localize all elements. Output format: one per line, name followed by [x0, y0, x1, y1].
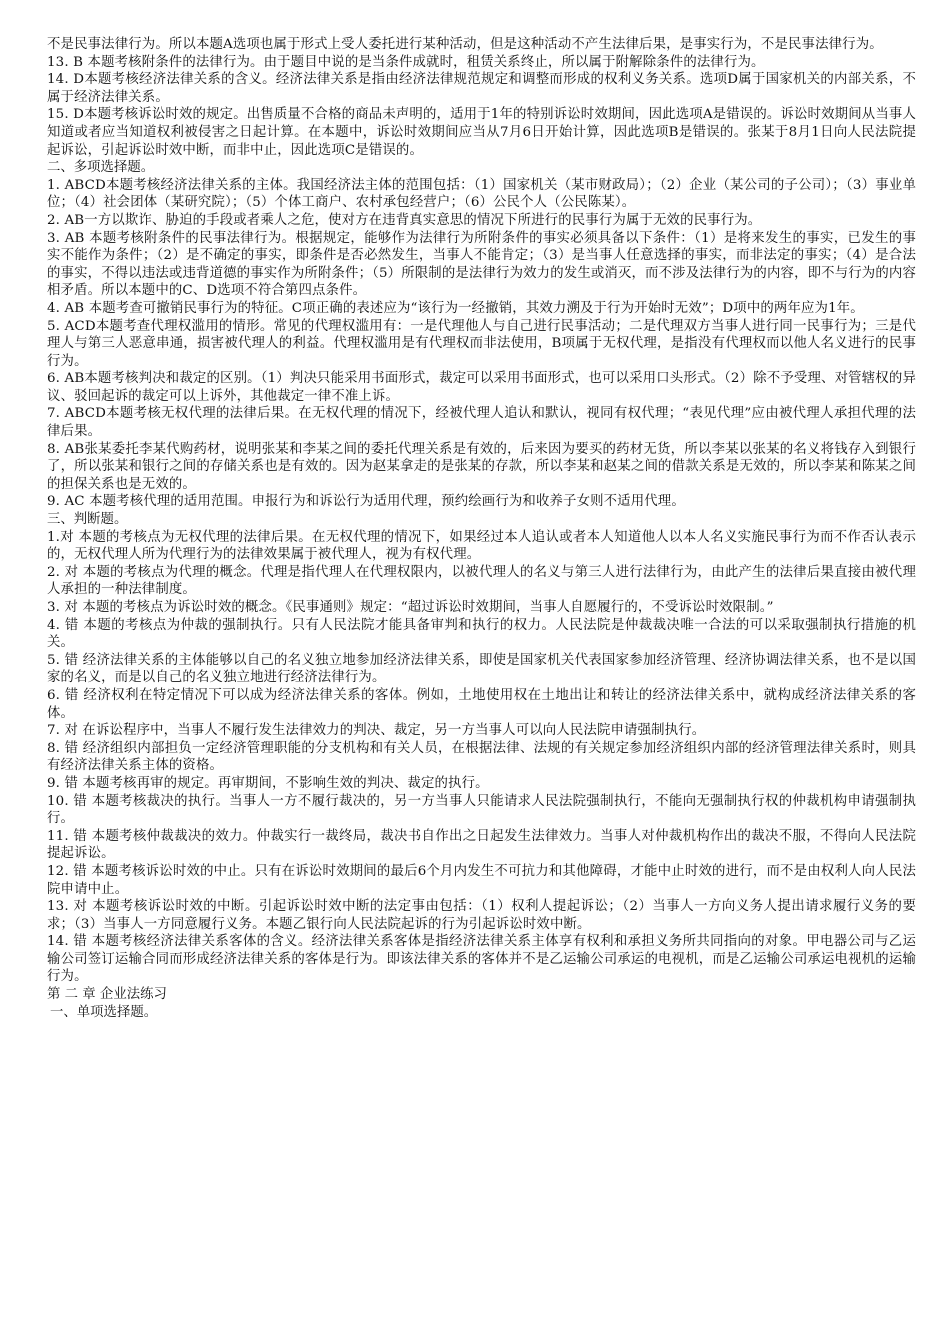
answer-item: 13. 对 本题考核诉讼时效的中断。引起诉讼时效中断的法定事由包括：（1）权利人提起诉讼；（2）当事人一方向义务人提出请求履行义务的要求；（3）当事人一方同意履行义务。本题乙银行向人民法院起诉的行为引起诉讼时效中断。: [47, 899, 916, 932]
answer-item: 2. AB一方以欺诈、胁迫的手段或者乘人之危，使对方在违背真实意思的情况下所进行的民事行为属于无效的民事行为。: [47, 212, 762, 228]
answer-item: 11. 错 本题考核仲裁裁决的效力。仲裁实行一裁终局，裁决书自作出之日起发生法律效力。当事人对仲裁机构作出的裁决不服，不得向人民法院提起诉讼。: [47, 828, 916, 862]
answer-item: 10. 错 本题考核裁决的执行。当事人一方不履行裁决的，另一方当事人只能请求人民法院强制执行，不能向无强制执行权的仲裁机构申请强制执行。: [47, 793, 916, 827]
answer-item: 2. 对 本题的考核点为代理的概念。代理是指代理人在代理权限内，以被代理人的名义与第三人进行法律行为，由此产生的法律后果直接由被代理人承担的一种法律制度。: [47, 564, 916, 598]
answer-item: 7. 对 在诉讼程序中，当事人不履行发生法律效力的判决、裁定，另一方当事人可以向人民法院申请强制执行。: [47, 723, 706, 739]
answer-item: 7. ABCD本题考核无权代理的法律后果。在无权代理的情况下，经被代理人追认和默认，视同有权代理；“表见代理”应由被代理人承担代理的法律后果。: [47, 406, 916, 440]
answer-item: 5. 错 经济法律关系的主体能够以自己的名义独立地参加经济法律关系，即使是国家机关代表国家参加经济管理、经济协调法律关系，也不是以国家的名义，而是以自己的名义独立地进行经济法律行为。: [47, 652, 916, 686]
answer-item: 1.对 本题的考核点为无权代理的法律后果。在无权代理的情况下，如果经过本人追认或者本人知道他人以本人名义实施民事行为而不作否认表示的，无权代理人所为代理行为的法律效果属于被代理人，视为有权代理。: [47, 529, 916, 563]
answer-item: 8. AB张某委托李某代购药材，说明张某和李某之间的委托代理关系是有效的，后来因为要买的药材无货，所以李某以张某的名义将钱存入到银行了，所以张某和银行之间的存储关系也是有效的。因为赵某拿走的是张某的存款，所以李某和赵某之间的借款关系是无效的，所以李某和陈某之间的担保关系也是无效的。: [47, 441, 916, 492]
answer-item: 15. D本题考核诉讼时效的规定。出售质量不合格的商品未声明的，适用于1年的特别诉讼时效期间，因此选项A是错误的。诉讼时效期间从当事人知道或者应当知道权利被侵害之日起计算。在本题中，诉讼时效期间应当从7月6日开始计算，因此选项B是错误的。张某于8月1日向人民法院提起诉讼，引起诉讼时效中断，而非中止，因此选项C是错误的。: [47, 107, 916, 158]
intro-paragraph: 不是民事法律行为。所以本题A选项也属于形式上受人委托进行某种活动，但是这种活动不产生法律后果，是事实行为，不是民事法律行为。: [47, 37, 883, 52]
chapter-title: 第 二 章 企业法练习: [47, 987, 167, 1003]
answer-item: 3. 对 本题的考核点为诉讼时效的概念。《民事通则》规定：“超过诉讼时效期间，当事人自愿履行的，不受诉讼时效限制。”: [47, 600, 774, 615]
answer-item: 9. AC 本题考核代理的适用范围。申报行为和诉讼行为适用代理，预约绘画行为和收养子女则不适用代理。: [47, 494, 685, 510]
section-heading-multiple-choice: 二、多项选择题。: [47, 160, 155, 176]
answer-item: 13. B 本题考核附条件的法律行为。由于题目中说的是当条件成就时，租赁关系终止，所以属于附解除条件的法律行为。: [47, 54, 765, 70]
multiple-choice-answers: [47, 177, 916, 511]
answer-item: 6. AB本题考核判决和裁定的区别。（1）判决只能采用书面形式，裁定可以采用书面形式，也可以采用口头形式。（2）除不予受理、对管辖权的异议、驳回起诉的裁定可以上诉外，其他裁定一律不准上诉。: [47, 371, 916, 404]
answer-item: 8. 错 经济组织内部担负一定经济管理职能的分支机构和有关人员，在根据法律、法规的有关规定参加经济组织内部的经济管理法律关系时，则具有经济法律关系主体的资格。: [47, 740, 916, 774]
section-heading-single-choice: 一、单项选择题。: [50, 1004, 158, 1020]
answer-item: 6. 错 经济权利在特定情况下可以成为经济法律关系的客体。例如，土地使用权在土地出让和转让的经济法律关系中，就构成经济法律关系的客体。: [47, 687, 916, 721]
section-heading-true-false: 三、判断题。: [47, 512, 128, 528]
answer-item: 1. ABCD本题考核经济法律关系的主体。我国经济法主体的范围包括：（1）国家机关（某市财政局）；（2）企业（某公司的子公司）；（3）事业单位；（4）社会团体（某研究院）；（5）个体工商户、农村承包经营户；（6）公民个人（公民陈某）。: [47, 177, 916, 211]
answer-item: 3. AB 本题考核附条件的民事法律行为。根据规定，能够作为法律行为所附条件的事实必须具备以下条件：（1）是将来发生的事实，已发生的事实不能作为条件；（2）是不确定的事实，即条件是否必然发生，当事人不能肯定；（3）是当事人任意选择的事实，而非法定的事实；（4）是合法的事实，不得以违法或违背道德的事实作为所附条件；（5）所限制的是法律行为效力的发生或消灭，而不涉及法律行为的内容，即不与行为的内容相矛盾。所以本题中的C、D选项不符合第四点条件。: [47, 230, 916, 299]
true-false-answers: [47, 529, 916, 986]
answer-item: 14. D本题考核经济法律关系的含义。经济法律关系是指由经济法律规范规定和调整而形成的权利义务关系。选项D属于国家机关的内部关系，不属于经济法律关系。: [47, 72, 916, 105]
answer-item: 12. 错 本题考核诉讼时效的中止。只有在诉讼时效期间的最后6个月内发生不可抗力和其他障碍，才能中止时效的进行，而不是由权利人向人民法院申请中止。: [47, 863, 916, 897]
answer-item: 14. 错 本题考核经济法律关系客体的含义。经济法律关系客体是指经济法律关系主体享有权利和承担义务所共同指向的对象。甲电器公司与乙运输公司签订运输合同而形成经济法律关系的客体是行为。即该法律关系的客体并不是乙运输公司承运的电视机，而是乙运输公司承运电视机的运输行为。: [47, 934, 916, 985]
answer-item: 4. AB 本题考查可撤销民事行为的特征。C项正确的表述应为“该行为一经撤销，其效力溯及于行为开始时无效”；D项中的两年应为1年。: [47, 300, 864, 316]
answer-item: 9. 错 本题考核再审的规定。再审期间，不影响生效的判决、裁定的执行。: [47, 775, 489, 791]
answer-item: 5. ACD本题考查代理权滥用的情形。常见的代理权滥用有：一是代理他人与自己进行民事活动；二是代理双方当事人进行同一民事行为；三是代理人与第三人恶意串通，损害被代理人的利益。代理权滥用是有代理权而非法使用，B项属于无权代理，是指没有代理权而以他人名义进行的民事行为。: [47, 318, 916, 369]
answer-item: 4. 错 本题的考核点为仲裁的强制执行。只有人民法院才能具备审判和执行的权力。人民法院是仲裁裁决唯一合法的可以采取强制执行措施的机关。: [47, 617, 916, 651]
single-choice-answers-continued: [47, 54, 916, 160]
